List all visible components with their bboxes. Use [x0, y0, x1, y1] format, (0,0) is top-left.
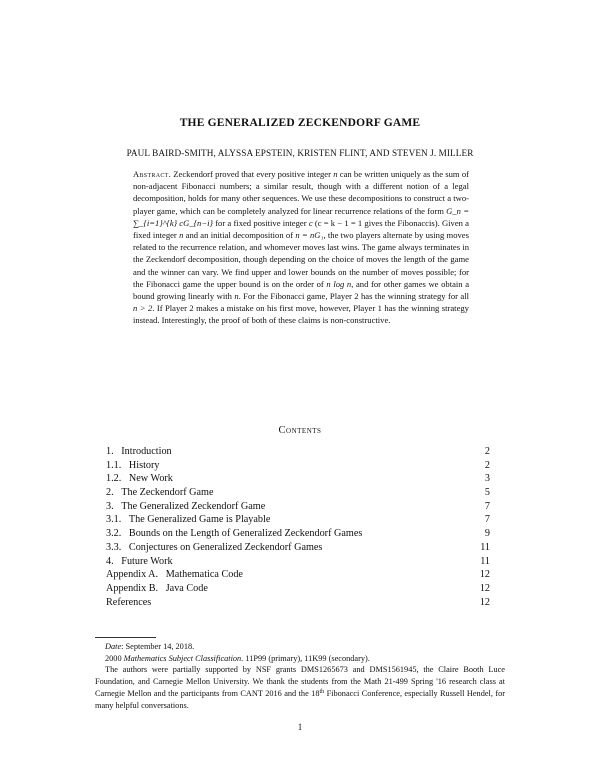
toc-number: 1.	[106, 446, 114, 457]
abstract-text-8: . For the Fibonacci game, Player 2 has the winning strategy for all	[238, 291, 469, 302]
toc-number: 1.1.	[106, 459, 122, 471]
toc-title: References	[106, 596, 152, 608]
abstract-paren: (c = k − 1 = 1 gives the Fibonaccis).	[314, 217, 440, 228]
toc-title: History	[128, 459, 160, 471]
toc-entry[interactable]	[106, 445, 490, 459]
table-of-contents	[106, 445, 490, 609]
abstract-label: Abstract.	[133, 169, 172, 179]
toc-page: 2	[484, 459, 490, 471]
toc-page: 2	[484, 446, 490, 457]
abstract-text-3: for a fixed positive integer	[212, 217, 309, 228]
abstract-text-6: , the two players alternate by using moves related to the recurrence relation, and whomever moves last wins. The game always terminates in the Zeckendorf decomposition, though depending on the choice of moves the length of the game and the winner can vary. We find upper and lower bounds on the number of moves possible; for the Fibonacci game the upper bound is on the order of	[133, 230, 469, 289]
abstract-text-4: Given a fixed integer	[133, 217, 469, 241]
abstract-text-7: , and for other games we obtain a bound growing linearly with	[133, 278, 470, 302]
toc-page: 11	[480, 541, 490, 553]
msc-label: Mathematics Subject Classification.	[123, 653, 244, 663]
toc-number: Appendix A.	[106, 569, 159, 581]
page-number: 1	[297, 722, 303, 732]
abstract-text-2: can be written uniquely as the sum of non-adjacent Fibonacci numbers; a similar result, though with a different notion of a legal decomposition, holds for many other sequences. We use these decompositions to construct a two-player game, which can be completely analyzed for linear recurrence relations of the form	[133, 169, 469, 216]
date-label: Date	[105, 642, 122, 651]
paper-title: THE GENERALIZED ZECKENDORF GAME	[179, 117, 421, 129]
toc-entry[interactable]	[106, 472, 490, 486]
toc-title: New Work	[128, 473, 173, 485]
toc-title: Introduction	[121, 446, 172, 457]
math-n: n	[234, 291, 239, 302]
author-list: PAUL BAIRD-SMITH, ALYSSA EPSTEIN, KRISTEN FLINT, AND STEVEN J. MILLER	[126, 148, 474, 158]
abstract-text-9: . If Player 2 makes a mistake on his first move, however, Player 1 has the winning strategy instead. Interestingly, the proof of both of these claims is non-constructive.	[133, 303, 469, 326]
footnote-msc	[95, 653, 505, 665]
toc-page: 3	[484, 473, 490, 485]
support-text-1: The authors were partially supported by NSF grants DMS1265673 and DMS1561945, the Claire Booth Luce Foundation, and Carnegie Mellon University. We thank the students from the Math 21-499 Spring '16 research class at Carnegie Mellon and the participants from CANT 2016 and the 18	[95, 665, 505, 699]
toc-entry[interactable]	[106, 527, 490, 541]
toc-page: 12	[479, 569, 490, 581]
math-n: n	[333, 169, 338, 179]
toc-page: 5	[484, 487, 490, 499]
math-nlogn: n log n	[326, 278, 352, 289]
toc-title: Mathematica Code	[165, 569, 243, 581]
toc-number: 3.2.	[106, 528, 122, 540]
math-initial-decomposition: n = nG₁	[295, 230, 324, 241]
toc-title: Java Code	[165, 582, 208, 594]
toc-page: 12	[479, 582, 490, 594]
toc-entry[interactable]	[106, 500, 490, 514]
toc-title: Bounds on the Length of Generalized Zeckendorf Games	[128, 528, 363, 540]
footnotes	[95, 641, 505, 712]
toc-entry[interactable]	[106, 486, 490, 500]
support-text-2: Fibonacci Conference, especially Russell Hendel, for many helpful conversations.	[95, 689, 505, 710]
abstract-text-5: and an initial decomposition of	[183, 230, 296, 241]
toc-entry[interactable]	[106, 513, 490, 527]
math-n: n	[179, 230, 184, 241]
abstract	[133, 168, 469, 327]
footnote-support	[95, 664, 505, 711]
toc-number: 3.	[106, 500, 114, 512]
toc-page: 11	[480, 555, 490, 567]
footnote-date	[95, 641, 505, 653]
toc-number: 3.1.	[106, 514, 122, 526]
toc-number: Appendix B.	[106, 582, 159, 594]
toc-title: Future Work	[121, 555, 173, 567]
toc-entry[interactable]	[106, 555, 490, 569]
toc-page: 9	[484, 528, 490, 540]
recurrence-formula: G_n = ∑_{i=1}^{k} cG_{n−i}	[133, 205, 469, 228]
support-superscript: th	[319, 689, 325, 696]
toc-title: Conjectures on Generalized Zeckendorf Games	[128, 541, 323, 553]
toc-entry[interactable]	[106, 459, 490, 473]
toc-entry[interactable]	[106, 582, 490, 596]
toc-page: 7	[484, 514, 490, 526]
footnote-rule	[95, 637, 156, 638]
toc-title: The Generalized Game is Playable	[128, 514, 271, 526]
contents-heading: Contents	[278, 425, 322, 436]
toc-number: 1.2.	[106, 473, 122, 485]
toc-number: 3.3.	[106, 541, 122, 553]
toc-page: 12	[479, 596, 490, 608]
toc-title: The Generalized Zeckendorf Game	[121, 500, 266, 512]
msc-prefix: 2000	[105, 653, 124, 663]
toc-entry[interactable]	[106, 541, 490, 555]
toc-title: The Zeckendorf Game	[121, 487, 214, 499]
toc-number: 2.	[106, 487, 114, 499]
abstract-text-1: Zeckendorf proved that every positive integer	[173, 169, 334, 179]
date-value: : September 14, 2018.	[121, 642, 195, 651]
math-n-gt-2: n > 2	[133, 303, 153, 314]
toc-number: 4.	[106, 555, 114, 567]
math-c: c	[308, 217, 313, 228]
toc-page: 7	[484, 500, 490, 512]
msc-value: 11P99 (primary), 11K99 (secondary).	[243, 653, 370, 663]
toc-entry[interactable]	[106, 568, 490, 582]
toc-entry[interactable]	[106, 596, 490, 610]
